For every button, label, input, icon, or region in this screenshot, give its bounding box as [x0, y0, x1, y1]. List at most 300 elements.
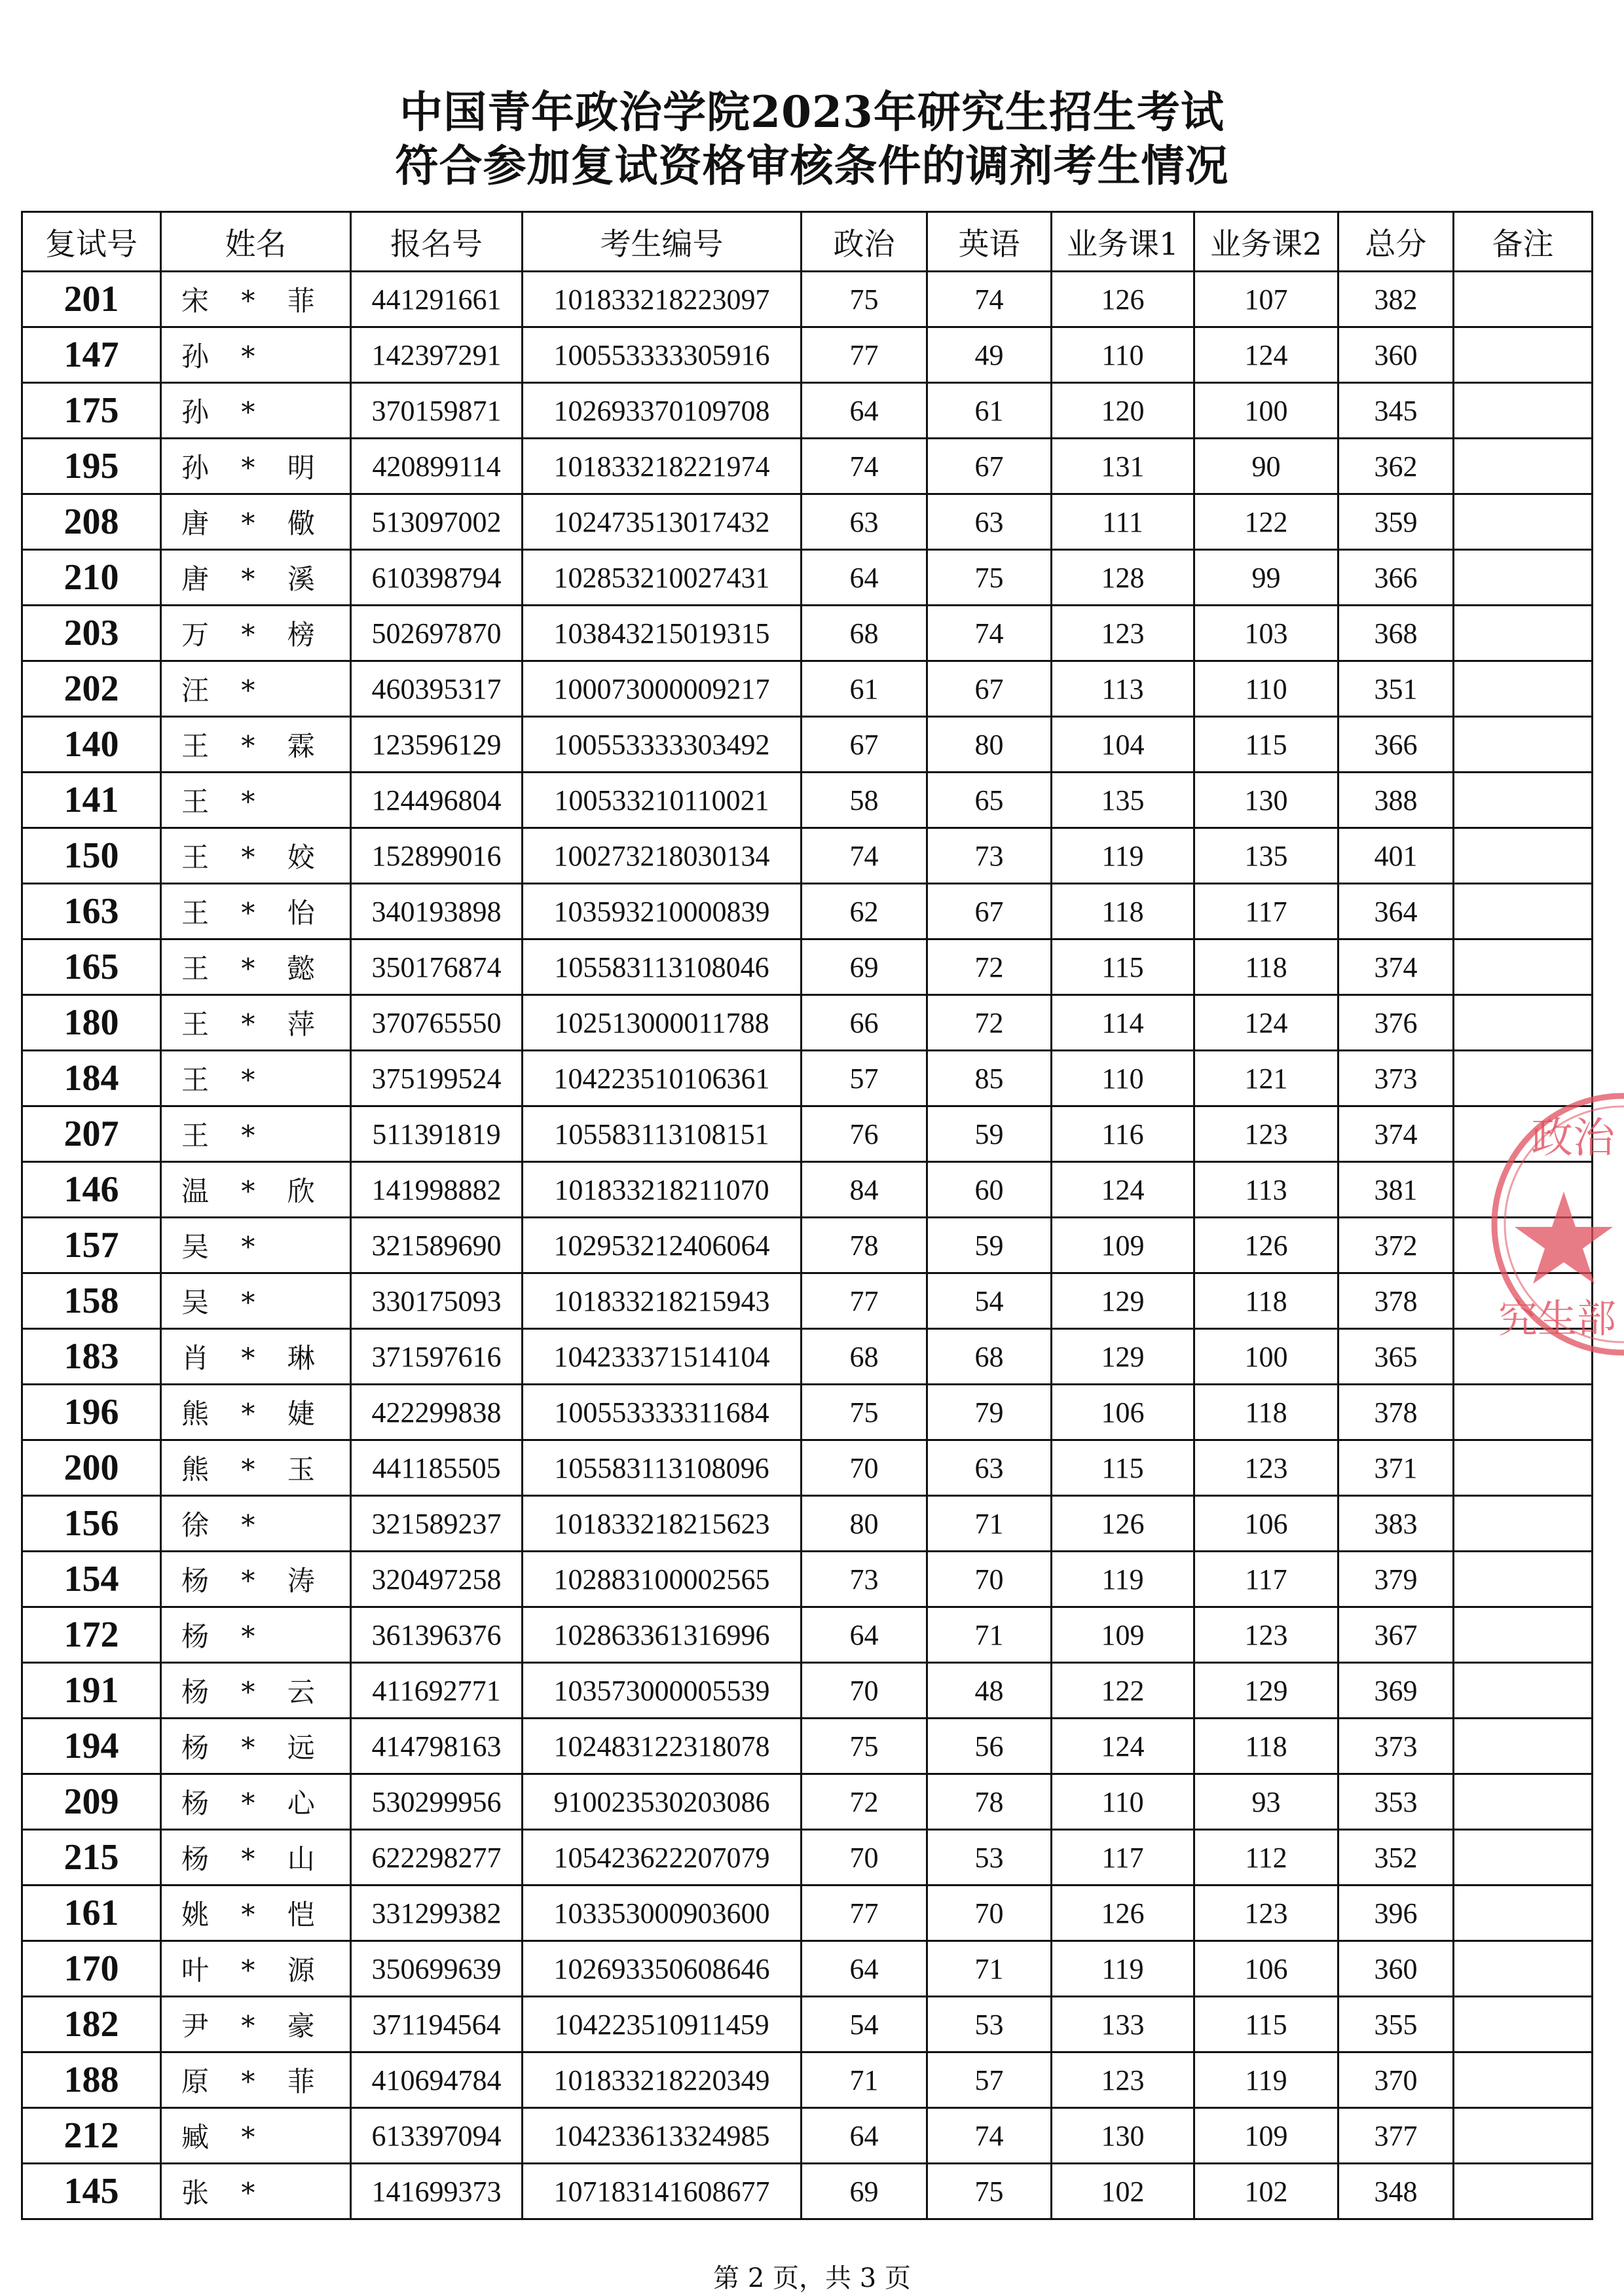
candidate-name: 杨 * 远 — [161, 1719, 351, 1774]
retest-number: 203 — [22, 606, 161, 661]
retest-number: 202 — [22, 661, 161, 717]
english-score: 74 — [927, 606, 1052, 661]
retest-number: 163 — [22, 884, 161, 939]
politics-score: 74 — [802, 439, 927, 494]
remarks — [1454, 1329, 1593, 1385]
candidate-id: 101833218211070 — [523, 1162, 802, 1218]
major-course-2-score: 123 — [1194, 1106, 1338, 1162]
retest-number: 210 — [22, 550, 161, 606]
table-row — [22, 1218, 1593, 1273]
total-score: 345 — [1338, 383, 1454, 439]
table-row — [22, 439, 1593, 494]
total-score: 365 — [1338, 1329, 1454, 1385]
registration-number: 123596129 — [351, 717, 523, 773]
major-course-2-score: 112 — [1194, 1830, 1338, 1886]
major-course-1-score: 123 — [1052, 606, 1194, 661]
major-course-1-score: 119 — [1052, 1552, 1194, 1607]
politics-score: 68 — [802, 606, 927, 661]
registration-number: 350699639 — [351, 1941, 523, 1997]
major-course-1-score: 114 — [1052, 995, 1194, 1051]
candidate-id: 102483122318078 — [523, 1719, 802, 1774]
major-course-1-score: 124 — [1052, 1162, 1194, 1218]
retest-number: 201 — [22, 272, 161, 327]
registration-number: 371597616 — [351, 1329, 523, 1385]
remarks — [1454, 383, 1593, 439]
major-course-1-score: 110 — [1052, 1774, 1194, 1830]
registration-number: 361396376 — [351, 1607, 523, 1663]
major-course-2-score: 118 — [1194, 1273, 1338, 1329]
total-score: 360 — [1338, 327, 1454, 383]
candidate-id: 100553333311684 — [523, 1385, 802, 1440]
english-score: 53 — [927, 1830, 1052, 1886]
remarks — [1454, 1607, 1593, 1663]
major-course-2-score: 129 — [1194, 1663, 1338, 1719]
remarks — [1454, 1440, 1593, 1496]
major-course-1-score: 111 — [1052, 494, 1194, 550]
english-score: 63 — [927, 494, 1052, 550]
major-course-1-score: 124 — [1052, 1719, 1194, 1774]
politics-score: 66 — [802, 995, 927, 1051]
politics-score: 73 — [802, 1552, 927, 1607]
table-row — [22, 773, 1593, 828]
major-course-2-score: 109 — [1194, 2108, 1338, 2164]
registration-number: 441291661 — [351, 272, 523, 327]
candidate-id: 101833218223097 — [523, 272, 802, 327]
politics-score: 72 — [802, 1774, 927, 1830]
total-score: 381 — [1338, 1162, 1454, 1218]
retest-number: 182 — [22, 1997, 161, 2052]
candidate-name: 姚 * 恺 — [161, 1886, 351, 1941]
candidate-id: 105583113108096 — [523, 1440, 802, 1496]
retest-number: 183 — [22, 1329, 161, 1385]
remarks — [1454, 1273, 1593, 1329]
table-row — [22, 1663, 1593, 1719]
candidate-id: 102863361316996 — [523, 1607, 802, 1663]
major-course-2-score: 107 — [1194, 272, 1338, 327]
candidate-name: 吴 * — [161, 1218, 351, 1273]
registration-number: 460395317 — [351, 661, 523, 717]
major-course-1-score: 123 — [1052, 2052, 1194, 2108]
politics-score: 63 — [802, 494, 927, 550]
major-course-2-score: 93 — [1194, 1774, 1338, 1830]
politics-score: 67 — [802, 717, 927, 773]
table-row — [22, 1552, 1593, 1607]
table-header-row — [22, 212, 1593, 272]
column-header: 考生编号 — [523, 212, 802, 272]
retest-number: 161 — [22, 1886, 161, 1941]
major-course-2-score: 123 — [1194, 1607, 1338, 1663]
politics-score: 58 — [802, 773, 927, 828]
table-row — [22, 1941, 1593, 1997]
registration-number: 622298277 — [351, 1830, 523, 1886]
remarks — [1454, 2108, 1593, 2164]
english-score: 57 — [927, 2052, 1052, 2108]
registration-number: 152899016 — [351, 828, 523, 884]
table-row — [22, 884, 1593, 939]
politics-score: 80 — [802, 1496, 927, 1552]
candidate-name: 王 * 懿 — [161, 939, 351, 995]
candidate-id: 103353000903600 — [523, 1886, 802, 1941]
column-header: 备注 — [1454, 212, 1593, 272]
major-course-1-score: 129 — [1052, 1273, 1194, 1329]
major-course-2-score: 123 — [1194, 1440, 1338, 1496]
retest-number: 212 — [22, 2108, 161, 2164]
candidate-name: 熊 * 玉 — [161, 1440, 351, 1496]
politics-score: 76 — [802, 1106, 927, 1162]
major-course-2-score: 119 — [1194, 2052, 1338, 2108]
candidate-id: 101833218220349 — [523, 2052, 802, 2108]
english-score: 75 — [927, 2164, 1052, 2219]
total-score: 373 — [1338, 1719, 1454, 1774]
retest-number: 158 — [22, 1273, 161, 1329]
total-score: 367 — [1338, 1607, 1454, 1663]
table-row — [22, 606, 1593, 661]
candidate-id: 107183141608677 — [523, 2164, 802, 2219]
total-score: 388 — [1338, 773, 1454, 828]
remarks — [1454, 606, 1593, 661]
total-score: 374 — [1338, 1106, 1454, 1162]
retest-number: 157 — [22, 1218, 161, 1273]
remarks — [1454, 327, 1593, 383]
english-score: 74 — [927, 2108, 1052, 2164]
major-course-2-score: 121 — [1194, 1051, 1338, 1106]
politics-score: 78 — [802, 1218, 927, 1273]
registration-number: 511391819 — [351, 1106, 523, 1162]
english-score: 67 — [927, 884, 1052, 939]
candidate-name: 杨 * 山 — [161, 1830, 351, 1886]
remarks — [1454, 884, 1593, 939]
major-course-2-score: 122 — [1194, 494, 1338, 550]
english-score: 80 — [927, 717, 1052, 773]
candidate-id: 100273218030134 — [523, 828, 802, 884]
remarks — [1454, 1051, 1593, 1106]
politics-score: 74 — [802, 828, 927, 884]
table-row — [22, 2108, 1593, 2164]
remarks — [1454, 1886, 1593, 1941]
english-score: 71 — [927, 1607, 1052, 1663]
english-score: 79 — [927, 1385, 1052, 1440]
registration-number: 411692771 — [351, 1663, 523, 1719]
retest-number: 195 — [22, 439, 161, 494]
english-score: 71 — [927, 1941, 1052, 1997]
politics-score: 77 — [802, 327, 927, 383]
retest-number: 145 — [22, 2164, 161, 2219]
major-course-1-score: 130 — [1052, 2108, 1194, 2164]
candidate-id: 102853210027431 — [523, 550, 802, 606]
candidate-id: 102883100002565 — [523, 1552, 802, 1607]
politics-score: 84 — [802, 1162, 927, 1218]
table-row — [22, 939, 1593, 995]
retest-number: 209 — [22, 1774, 161, 1830]
candidate-id: 102473513017432 — [523, 494, 802, 550]
major-course-1-score: 128 — [1052, 550, 1194, 606]
major-course-1-score: 115 — [1052, 1440, 1194, 1496]
table-row — [22, 2164, 1593, 2219]
english-score: 49 — [927, 327, 1052, 383]
major-course-2-score: 118 — [1194, 1719, 1338, 1774]
major-course-2-score: 117 — [1194, 884, 1338, 939]
candidate-id: 103843215019315 — [523, 606, 802, 661]
candidate-id: 910023530203086 — [523, 1774, 802, 1830]
registration-number: 610398794 — [351, 550, 523, 606]
registration-number: 530299956 — [351, 1774, 523, 1830]
politics-score: 62 — [802, 884, 927, 939]
column-header: 总分 — [1338, 212, 1454, 272]
english-score: 72 — [927, 939, 1052, 995]
remarks — [1454, 717, 1593, 773]
registration-number: 330175093 — [351, 1273, 523, 1329]
politics-score: 70 — [802, 1830, 927, 1886]
remarks — [1454, 1941, 1593, 1997]
total-score: 353 — [1338, 1774, 1454, 1830]
total-score: 376 — [1338, 995, 1454, 1051]
candidate-name: 唐 * 溪 — [161, 550, 351, 606]
politics-score: 75 — [802, 272, 927, 327]
major-course-2-score: 110 — [1194, 661, 1338, 717]
table-row — [22, 494, 1593, 550]
table-row — [22, 717, 1593, 773]
candidate-name: 唐 * 儆 — [161, 494, 351, 550]
remarks — [1454, 550, 1593, 606]
candidate-name: 张 * — [161, 2164, 351, 2219]
table-row — [22, 1329, 1593, 1385]
candidate-name: 王 * 霖 — [161, 717, 351, 773]
remarks — [1454, 828, 1593, 884]
table-row — [22, 1886, 1593, 1941]
total-score: 369 — [1338, 1663, 1454, 1719]
politics-score: 64 — [802, 383, 927, 439]
english-score: 67 — [927, 439, 1052, 494]
english-score: 61 — [927, 383, 1052, 439]
total-score: 348 — [1338, 2164, 1454, 2219]
total-score: 371 — [1338, 1440, 1454, 1496]
candidate-name: 杨 * — [161, 1607, 351, 1663]
table-row — [22, 995, 1593, 1051]
major-course-1-score: 119 — [1052, 1941, 1194, 1997]
total-score: 352 — [1338, 1830, 1454, 1886]
registration-number: 371194564 — [351, 1997, 523, 2052]
retest-number: 146 — [22, 1162, 161, 1218]
registration-number: 141998882 — [351, 1162, 523, 1218]
retest-number: 156 — [22, 1496, 161, 1552]
seal-text-top: 政治 — [1531, 1114, 1615, 1163]
remarks — [1454, 1106, 1593, 1162]
english-score: 72 — [927, 995, 1052, 1051]
total-score: 383 — [1338, 1496, 1454, 1552]
total-score: 362 — [1338, 439, 1454, 494]
registration-number: 321589690 — [351, 1218, 523, 1273]
politics-score: 54 — [802, 1997, 927, 2052]
remarks — [1454, 995, 1593, 1051]
major-course-2-score: 100 — [1194, 383, 1338, 439]
retest-number: 215 — [22, 1830, 161, 1886]
candidate-id: 101833218215943 — [523, 1273, 802, 1329]
retest-number: 191 — [22, 1663, 161, 1719]
candidate-name: 汪 * — [161, 661, 351, 717]
candidate-name: 肖 * 琳 — [161, 1329, 351, 1385]
english-score: 67 — [927, 661, 1052, 717]
remarks — [1454, 494, 1593, 550]
total-score: 351 — [1338, 661, 1454, 717]
remarks — [1454, 1774, 1593, 1830]
major-course-1-score: 122 — [1052, 1663, 1194, 1719]
total-score: 364 — [1338, 884, 1454, 939]
total-score: 382 — [1338, 272, 1454, 327]
english-score: 59 — [927, 1106, 1052, 1162]
politics-score: 69 — [802, 939, 927, 995]
politics-score: 69 — [802, 2164, 927, 2219]
major-course-1-score: 115 — [1052, 939, 1194, 995]
major-course-2-score: 103 — [1194, 606, 1338, 661]
retest-number: 208 — [22, 494, 161, 550]
registration-number: 420899114 — [351, 439, 523, 494]
candidate-name: 王 * 姣 — [161, 828, 351, 884]
major-course-1-score: 106 — [1052, 1385, 1194, 1440]
candidate-id: 105583113108151 — [523, 1106, 802, 1162]
table-row — [22, 1051, 1593, 1106]
table-body — [22, 272, 1593, 2219]
candidate-id: 104223510106361 — [523, 1051, 802, 1106]
candidate-name: 王 * — [161, 1051, 351, 1106]
remarks — [1454, 1385, 1593, 1440]
candidate-name: 王 * — [161, 773, 351, 828]
retest-number: 188 — [22, 2052, 161, 2108]
major-course-2-score: 118 — [1194, 1385, 1338, 1440]
registration-number: 613397094 — [351, 2108, 523, 2164]
candidate-id: 100073000009217 — [523, 661, 802, 717]
table-row — [22, 1719, 1593, 1774]
major-course-1-score: 102 — [1052, 2164, 1194, 2219]
major-course-1-score: 110 — [1052, 1051, 1194, 1106]
registration-number: 513097002 — [351, 494, 523, 550]
candidate-name: 孙 * — [161, 383, 351, 439]
candidate-id: 104233613324985 — [523, 2108, 802, 2164]
remarks — [1454, 661, 1593, 717]
remarks — [1454, 1997, 1593, 2052]
remarks — [1454, 272, 1593, 327]
total-score: 378 — [1338, 1273, 1454, 1329]
candidate-id: 103573000005539 — [523, 1663, 802, 1719]
registration-number: 422299838 — [351, 1385, 523, 1440]
table-row — [22, 1830, 1593, 1886]
retest-number: 196 — [22, 1385, 161, 1440]
total-score: 366 — [1338, 717, 1454, 773]
column-header: 业务课2 — [1194, 212, 1338, 272]
retest-number: 175 — [22, 383, 161, 439]
major-course-2-score: 124 — [1194, 995, 1338, 1051]
column-header: 政治 — [802, 212, 927, 272]
politics-score: 75 — [802, 1385, 927, 1440]
remarks — [1454, 1552, 1593, 1607]
total-score: 368 — [1338, 606, 1454, 661]
english-score: 70 — [927, 1886, 1052, 1941]
major-course-1-score: 109 — [1052, 1607, 1194, 1663]
english-score: 53 — [927, 1997, 1052, 2052]
table-row — [22, 383, 1593, 439]
english-score: 73 — [927, 828, 1052, 884]
retest-number: 184 — [22, 1051, 161, 1106]
candidate-id: 103593210000839 — [523, 884, 802, 939]
remarks — [1454, 2052, 1593, 2108]
total-score: 359 — [1338, 494, 1454, 550]
candidate-name: 杨 * 涛 — [161, 1552, 351, 1607]
candidate-id: 105423622207079 — [523, 1830, 802, 1886]
candidate-name: 吴 * — [161, 1273, 351, 1329]
table-row — [22, 1273, 1593, 1329]
major-course-2-score: 135 — [1194, 828, 1338, 884]
politics-score: 70 — [802, 1663, 927, 1719]
total-score: 373 — [1338, 1051, 1454, 1106]
major-course-2-score: 102 — [1194, 2164, 1338, 2219]
english-score: 60 — [927, 1162, 1052, 1218]
major-course-1-score: 116 — [1052, 1106, 1194, 1162]
candidate-name: 万 * 榜 — [161, 606, 351, 661]
remarks — [1454, 1830, 1593, 1886]
document-title: 中国青年政治学院2023年研究生招生考试 — [399, 86, 1225, 137]
candidate-name: 温 * 欣 — [161, 1162, 351, 1218]
major-course-2-score: 113 — [1194, 1162, 1338, 1218]
major-course-1-score: 131 — [1052, 439, 1194, 494]
major-course-2-score: 90 — [1194, 439, 1338, 494]
column-header: 业务课1 — [1052, 212, 1194, 272]
candidate-id: 102953212406064 — [523, 1218, 802, 1273]
english-score: 56 — [927, 1719, 1052, 1774]
english-score: 54 — [927, 1273, 1052, 1329]
major-course-1-score: 126 — [1052, 1496, 1194, 1552]
politics-score: 61 — [802, 661, 927, 717]
major-course-2-score: 106 — [1194, 1941, 1338, 1997]
registration-number: 441185505 — [351, 1440, 523, 1496]
politics-score: 70 — [802, 1440, 927, 1496]
candidate-name: 王 * — [161, 1106, 351, 1162]
table-row — [22, 1106, 1593, 1162]
table-row — [22, 1997, 1593, 2052]
major-course-1-score: 133 — [1052, 1997, 1194, 2052]
table-row — [22, 828, 1593, 884]
total-score: 360 — [1338, 1941, 1454, 1997]
table-row — [22, 1496, 1593, 1552]
registration-number: 340193898 — [351, 884, 523, 939]
major-course-1-score: 126 — [1052, 272, 1194, 327]
major-course-2-score: 99 — [1194, 550, 1338, 606]
politics-score: 75 — [802, 1719, 927, 1774]
major-course-1-score: 110 — [1052, 327, 1194, 383]
politics-score: 64 — [802, 1941, 927, 1997]
table-row — [22, 1162, 1593, 1218]
english-score: 71 — [927, 1496, 1052, 1552]
candidate-name: 叶 * 源 — [161, 1941, 351, 1997]
major-course-1-score: 104 — [1052, 717, 1194, 773]
seal-text-bottom: 究生部 — [1498, 1296, 1616, 1342]
table-row — [22, 272, 1593, 327]
politics-score: 68 — [802, 1329, 927, 1385]
english-score: 78 — [927, 1774, 1052, 1830]
major-course-1-score: 118 — [1052, 884, 1194, 939]
candidate-name: 王 * 怡 — [161, 884, 351, 939]
retest-number: 207 — [22, 1106, 161, 1162]
remarks — [1454, 1162, 1593, 1218]
remarks — [1454, 2164, 1593, 2219]
total-score: 396 — [1338, 1886, 1454, 1941]
registration-number: 320497258 — [351, 1552, 523, 1607]
column-header: 英语 — [927, 212, 1052, 272]
english-score: 63 — [927, 1440, 1052, 1496]
retest-number: 170 — [22, 1941, 161, 1997]
candidate-name: 宋 * 菲 — [161, 272, 351, 327]
retest-number: 141 — [22, 773, 161, 828]
major-course-1-score: 113 — [1052, 661, 1194, 717]
remarks — [1454, 939, 1593, 995]
